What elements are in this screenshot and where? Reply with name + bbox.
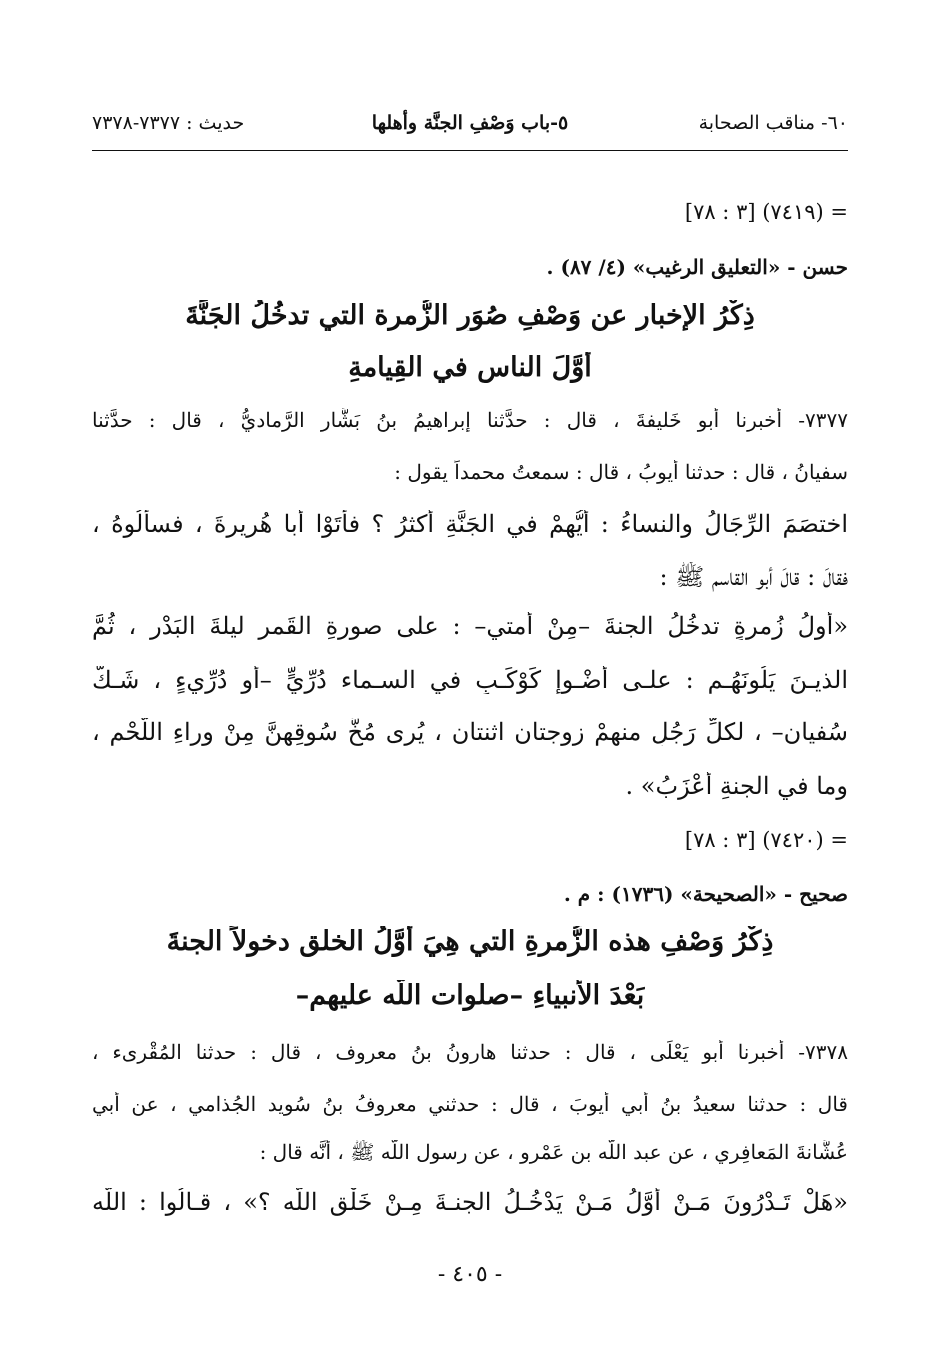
matn-line: فقالَ : قالَ أبو القاسم ﷺ :: [659, 563, 848, 591]
header-book-title: ٦٠- مناقب الصحابة: [698, 112, 848, 134]
running-header: [92, 112, 848, 142]
grading-note: صحيح - «الصحيحة» (١٧٣٦) : م .: [563, 882, 848, 906]
grading-note: حسن - «التعليق الرغيب» (٤/ ٨٧) .: [546, 255, 848, 279]
isnad-line: عُشَّانةَ المَعافِري ، عن عبد اللَّه بن عَمْرو ، عن رسول اللَّه ﷺ ، أنَّه قال :: [259, 1140, 848, 1164]
matn-line: اختصَمَ الرِّجَالُ والنساءُ : أَيُّهمْ في الجَنَّةِ أكثرُ ؟ فأَتَوْا أبا هُريرةَ ، فسأَلُوهُ ،: [92, 510, 848, 538]
cross-reference-7419: = (٧٤١٩) [٣ : ٧٨]: [684, 200, 848, 224]
header-hadith-range: حديث : ٧٣٧٧-٧٣٧٨: [92, 112, 245, 134]
header-chapter-title: ٥-باب وَصْفِ الجنَّة وأهلها: [371, 112, 569, 134]
section-title: ذِكْرُ الإخبارِ عن وَصْفِ صُوَرِ الزُّمرة التي تدخُلُ الجَنَّةَ: [185, 300, 755, 331]
isnad-line: قال : حدثنا سعيدُ بنُ أبي أيوبَ ، قال : حدثني معروفُ بنُ سُويد الجُذامي ، عن أبي: [92, 1092, 848, 1116]
matn-line: الذيـنَ يَلُونَهُـم : علـى أضْـوإِ كَوْكَـبٍ في السـماء دُرِّيٍّ –أو دُرِّيءٍ ، شَـكَّ: [92, 666, 848, 694]
cross-reference-7420: = (٧٤٢٠) [٣ : ٧٨]: [684, 828, 848, 852]
isnad-line: ٧٣٧٧- أخبرنا أبو خَليفةَ ، قال : حدَّثنا إبراهيمُ بنُ بَشَّار الرَّماديُّ ، قال : حدَّثنا: [92, 408, 848, 432]
section-title: ذِكْرُ وَصْفِ هذه الزُّمرةِ التي هِيَ أَوَّلُ الخلقِ دخولاً الجنةَ: [166, 926, 774, 957]
isnad-line: سفيانُ ، قال : حدثنا أيوبُ ، قال : سمعتُ محمداً يقول :: [394, 460, 848, 484]
isnad-line: ٧٣٧٨- أخبرنا أبو يَعْلَى ، قال : حدثنا هارونُ بنُ معروف ، قال : حدثنا المُقْرىء ،: [92, 1040, 848, 1064]
header-divider: [92, 150, 848, 151]
page-number: - ٤٠٥ -: [437, 1262, 503, 1287]
matn-line: وما في الجنةِ أَعْزَبُ» .: [625, 772, 848, 800]
matn-line: «أولُ زُمرةٍ تدخُلُ الجنةَ –مِنْ أُمتي– : على صورةِ القَمرِ ليلةَ البَدْرِ ، ثُمَّ: [92, 612, 848, 640]
section-title: بَعْدَ الأنبياءِ –صلوات اللَّه عليهم–: [295, 980, 645, 1011]
matn-line: «هَلْ تَـدْرُونَ مَـنْ أَوَّلُ مَـنْ يَدْخُـلُ الجنـةَ مِـنْ خَلْقِ اللَّه ؟» ، قـالُوا : اللَّه: [92, 1188, 848, 1216]
matn-line: سُفيان– ، لكلِّ رَجُلٍ منهمْ زوجتان اثنتانِ ، يُرى مُخُّ سُوقِهنَّ مِنْ وراءِ اللَّحْمِ ،: [92, 718, 848, 746]
section-title: أَوَّلَ الناسِ في القِيامةِ: [348, 352, 592, 383]
